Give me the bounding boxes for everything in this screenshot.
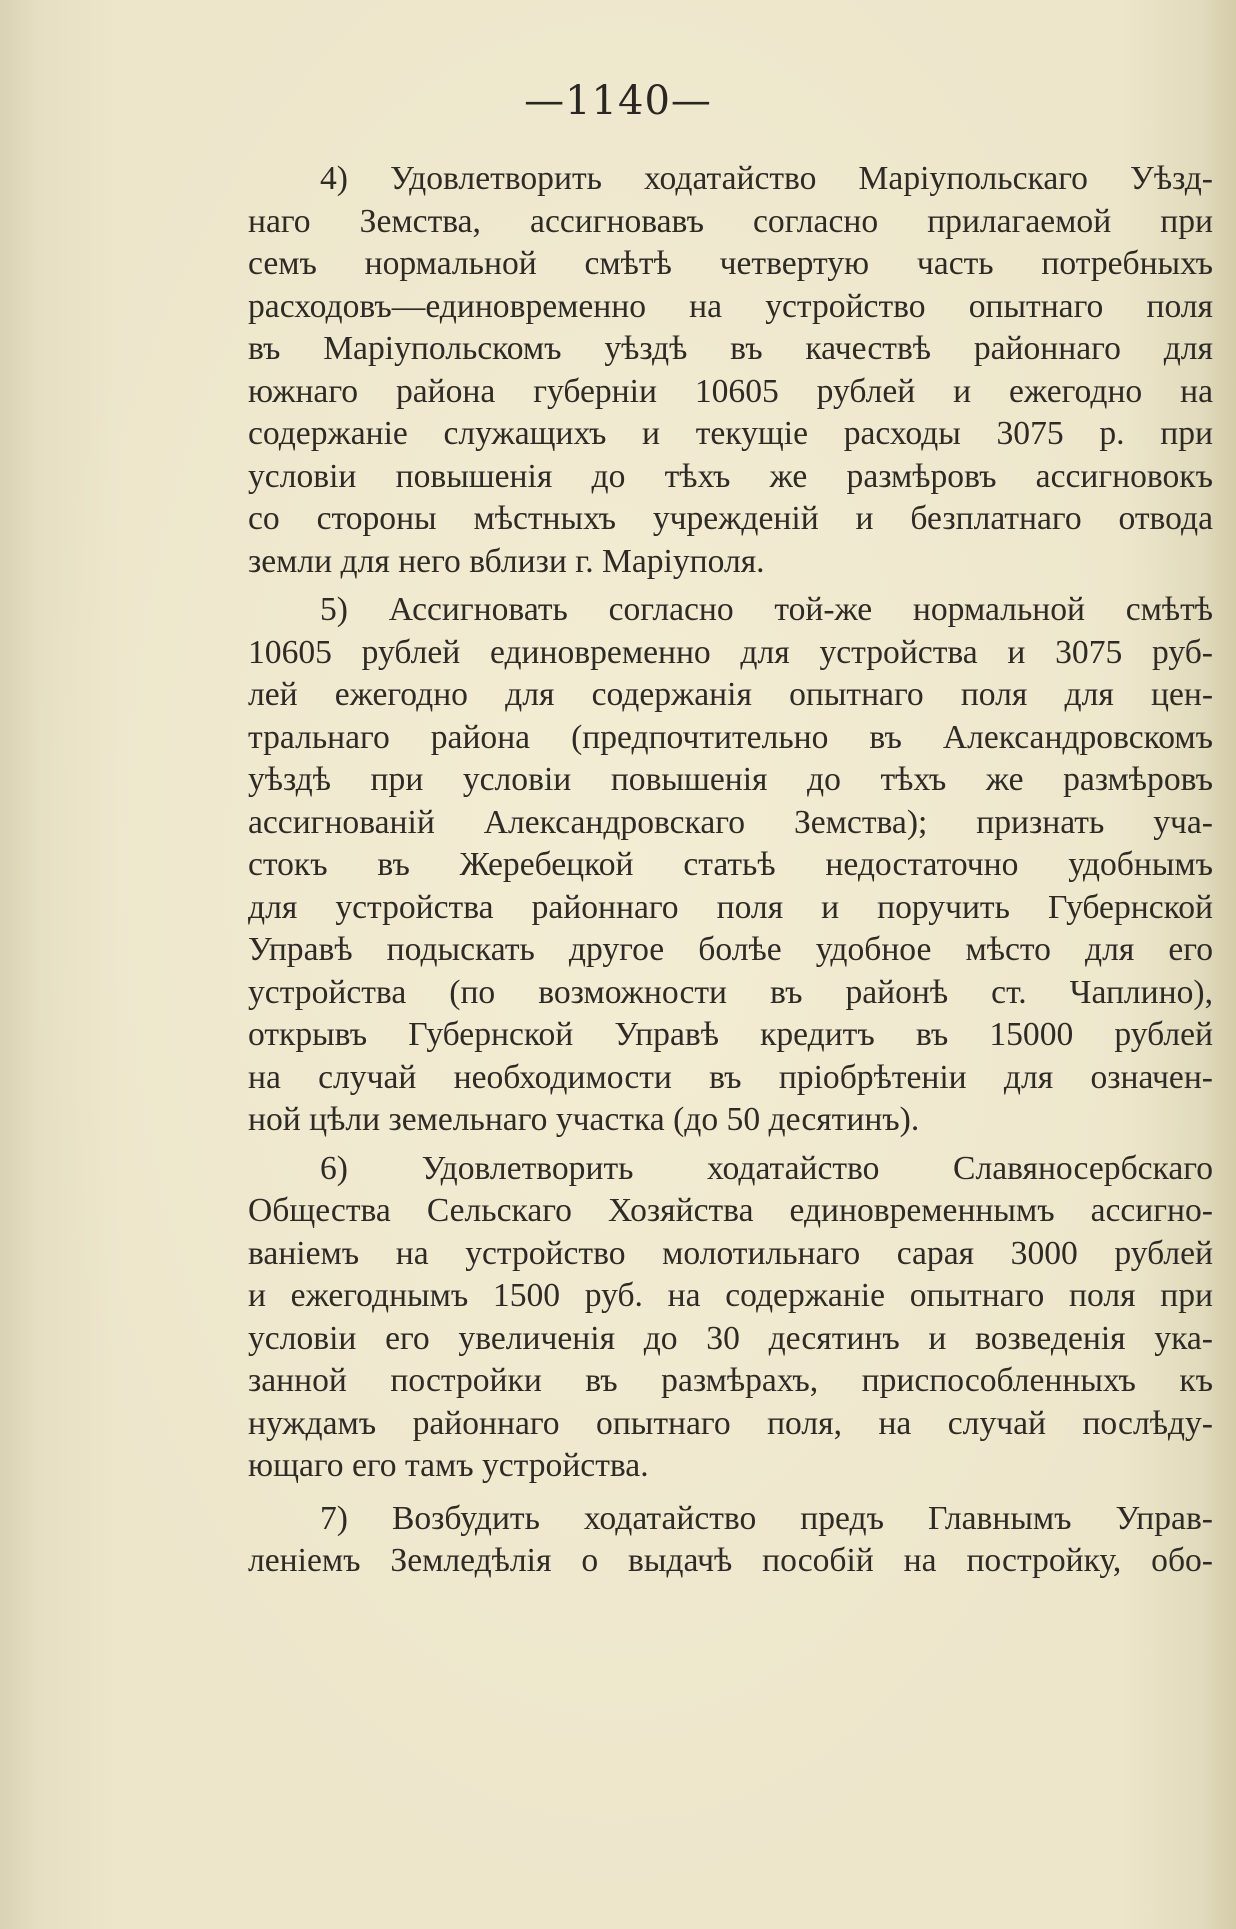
text-line: въ Маріупольскомъ уѣздѣ въ качествѣ районнаго для: [248, 330, 1213, 367]
text-line: 6) Удовлетворить ходатайство Славяносербскаго: [320, 1149, 1213, 1187]
text-line: условіи повышенія до тѣхъ же размѣровъ ассигновокъ: [248, 457, 1213, 495]
text-line: наго Земства, ассигновавъ согласно прилагаемой при: [248, 202, 1213, 240]
text-line: занной постройки въ размѣрахъ, приспособленныхъ къ: [248, 1362, 1213, 1399]
text-line: 5) Ассигновать согласно той-же нормальной смѣтѣ: [320, 591, 1213, 628]
paragraph-5: [248, 589, 1213, 1142]
text-line: ной цѣли земельнаго участка (до 50 десятинъ).: [248, 1101, 920, 1138]
paragraph-7: [248, 1498, 1213, 1583]
text-line: леніемъ Земледѣлія о выдачѣ пособій на постройку, обо-: [248, 1542, 1213, 1579]
text-line: 4) Удовлетворить ходатайство Маріупольскаго Уѣзд-: [320, 160, 1213, 197]
text-line: и ежегоднымъ 1500 руб. на содержаніе опытнаго поля при: [248, 1277, 1213, 1314]
text-line: содержаніе служащихъ и текущіе расходы 3075 р. при: [248, 415, 1213, 452]
text-line: ющаго его тамъ устройства.: [248, 1447, 649, 1484]
text-line: 7) Возбудить ходатайство предъ Главнымъ Управ-: [320, 1499, 1213, 1537]
text-line: расходовъ—единовременно на устройство опытнаго поля: [248, 287, 1213, 325]
text-line: земли для него вблизи г. Маріуполя.: [248, 542, 765, 580]
text-line: для устройства районнаго поля и поручить Губернской: [248, 888, 1213, 926]
text-line: уѣздѣ при условіи повышенія до тѣхъ же размѣровъ: [248, 761, 1213, 798]
text-line: южнаго района губерніи 10605 рублей и ежегодно на: [248, 372, 1213, 410]
text-line: стокъ въ Жеребецкой статьѣ недостаточно удобнымъ: [248, 846, 1213, 883]
text-line: на случай необходимости въ пріобрѣтеніи для означен-: [248, 1058, 1213, 1096]
text-line: нуждамъ районнаго опытнаго поля, на случай послѣду-: [248, 1404, 1213, 1442]
text-line: лей ежегодно для содержанія опытнаго поля для цен-: [248, 676, 1213, 713]
text-line: 10605 рублей единовременно для устройства и 3075 руб-: [248, 633, 1213, 671]
text-line: устройства (по возможности въ районѣ ст. Чаплино),: [248, 973, 1213, 1011]
text-line: тральнаго района (предпочтительно въ Александровскомъ: [248, 718, 1213, 756]
paragraph-6: [248, 1148, 1213, 1488]
text-line: со стороны мѣстныхъ учрежденій и безплатнаго отвода: [248, 500, 1213, 537]
text-line: условіи его увеличенія до 30 десятинъ и возведенія ука-: [248, 1319, 1213, 1357]
paragraph-gap: [248, 1488, 1213, 1498]
text-line: ваніемъ на устройство молотильнаго сарая 3000 рублей: [248, 1234, 1213, 1272]
text-line: Общества Сельскаго Хозяйства единовременнымъ ассигно-: [248, 1192, 1213, 1229]
text-line: открывъ Губернской Управѣ кредитъ въ 15000 рублей: [248, 1016, 1213, 1053]
page-number: —1140—: [524, 78, 712, 124]
text-line: Управѣ подыскать другое болѣе удобное мѣсто для его: [248, 931, 1213, 968]
text-line: семъ нормальной смѣтѣ четвертую часть потребныхъ: [248, 245, 1213, 282]
paragraph-4: [248, 158, 1213, 583]
body-text: [248, 158, 1213, 1583]
text-line: ассигнованій Александровскаго Земства); признать уча-: [248, 803, 1213, 841]
